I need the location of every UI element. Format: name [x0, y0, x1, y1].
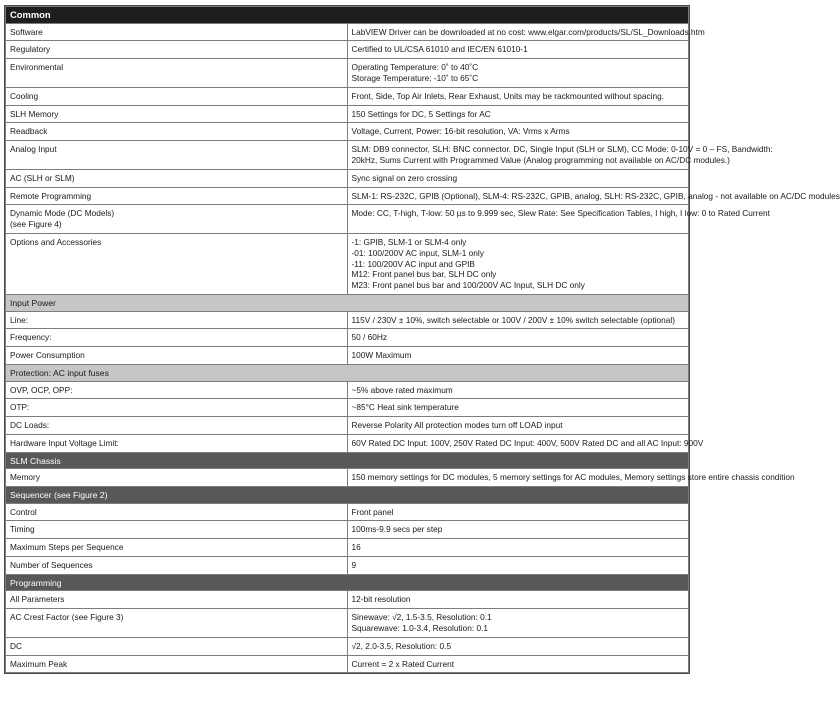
spec-value: [347, 381, 689, 399]
spec-value-line: 60V Rated DC Input: 100V, 250V Rated DC Input: 400V, 500V Rated DC and all AC Input: 900V: [351, 437, 704, 448]
spec-label-line: Analog Input: [10, 144, 57, 155]
section-title: SLM Chassis: [6, 452, 689, 469]
spec-row: [6, 187, 689, 205]
spec-label-line: DC: [10, 640, 22, 651]
spec-value: [347, 41, 689, 59]
spec-row: [6, 539, 689, 557]
spec-row: [6, 87, 689, 105]
spec-value: [347, 105, 689, 123]
spec-value: [347, 87, 689, 105]
spec-label-line: Maximum Steps per Sequence: [10, 542, 124, 553]
spec-row: [6, 434, 689, 452]
spec-value-line: ~5% above rated maximum: [351, 384, 453, 395]
spec-label: [6, 503, 348, 521]
spec-label: [6, 539, 348, 557]
spec-row: [6, 521, 689, 539]
spec-label-line: Dynamic Mode (DC Models): [10, 208, 115, 219]
spec-value: [347, 141, 773, 170]
section-title: Input Power: [6, 294, 689, 311]
spec-value: [347, 469, 795, 487]
spec-row: [6, 399, 689, 417]
spec-value: [347, 233, 689, 294]
spec-value-line: 115V / 230V ± 10%, switch selectable or 100V / 200V ± 10% switch selectable (optional): [351, 314, 675, 325]
spec-label-line: All Parameters: [10, 594, 65, 605]
spec-label-line: Power Consumption: [10, 350, 85, 361]
spec-value-line: √2, 2.0-3.5, Resolution: 0.5: [351, 640, 452, 651]
spec-row: [6, 41, 689, 59]
spec-value: [347, 609, 689, 638]
spec-row: [6, 381, 689, 399]
spec-row: [6, 417, 689, 435]
spec-label: [6, 469, 348, 487]
spec-value-line: Squarewave: 1.0-3.4, Resolution: 0.1: [351, 623, 489, 634]
section-title: Common: [6, 7, 689, 24]
spec-value: [347, 503, 689, 521]
spec-label-line: OVP, OCP, OPP:: [10, 384, 73, 395]
spec-row: [6, 655, 689, 673]
spec-row: [6, 557, 689, 575]
spec-label-line: DC Loads:: [10, 420, 50, 431]
spec-value: [347, 329, 689, 347]
spec-label-line: Hardware Input Voltage Limit:: [10, 437, 119, 448]
spec-label: [6, 521, 348, 539]
spec-label-line: Timing: [10, 524, 35, 535]
section-title: Sequencer (see Figure 2): [6, 487, 689, 504]
spec-label-line: Regulatory: [10, 44, 51, 55]
spec-value: [347, 637, 689, 655]
spec-value-line: 150 Settings for DC, 5 Settings for AC: [351, 108, 491, 119]
spec-value: [347, 205, 770, 234]
spec-value-line: -11: 100/200V AC input and GPIB: [351, 258, 475, 269]
section-header: [6, 487, 689, 504]
spec-value-line: Certified to UL/CSA 61010 and IEC/EN 61010-1: [351, 44, 528, 55]
section-header: [6, 7, 689, 24]
spec-label-line: Line:: [10, 314, 28, 325]
spec-value: [347, 311, 689, 329]
spec-label: [6, 591, 348, 609]
spec-label-line: Control: [10, 506, 37, 517]
section-header: [6, 574, 689, 591]
spec-label: [6, 187, 348, 205]
spec-value-line: 100W Maximum: [351, 350, 412, 361]
spec-row: [6, 469, 689, 487]
spec-label: [6, 655, 348, 673]
spec-label: [6, 399, 348, 417]
spec-row: [6, 205, 689, 234]
spec-value-line: 16: [351, 542, 361, 553]
section-header: [6, 452, 689, 469]
spec-row: [6, 311, 689, 329]
spec-value-line: Sinewave: √2, 1.5-3.5, Resolution: 0.1: [351, 612, 492, 623]
spec-row: [6, 503, 689, 521]
spec-label: [6, 169, 348, 187]
spec-value: [347, 434, 704, 452]
spec-label: [6, 123, 348, 141]
spec-label-line: AC (SLH or SLM): [10, 172, 75, 183]
spec-value: [347, 23, 705, 41]
spec-value-line: Current = 2 x Rated Current: [351, 658, 455, 669]
spec-value-line: Mode: CC, T-high, T-low: 50 µs to 9.999 sec, Slew Rate: See Specification Tables, I high, I low: 0 to Rated Current: [351, 208, 770, 219]
section-header: [6, 294, 689, 311]
spec-label: [6, 417, 348, 435]
spec-label-line: Number of Sequences: [10, 560, 93, 571]
spec-label-line: Software: [10, 26, 43, 37]
spec-value-line: Reverse Polarity All protection modes turn off LOAD input: [351, 420, 563, 431]
spec-value-line: -1: GPIB, SLM-1 or SLM-4 only: [351, 236, 467, 247]
specifications-sheet: [4, 5, 840, 674]
spec-value-line: Front panel: [351, 506, 394, 517]
spec-label: [6, 329, 348, 347]
spec-value-line: 150 memory settings for DC modules, 5 memory settings for AC modules, Memory settings store entire chassis condition: [351, 472, 795, 483]
spec-value-line: LabVIEW Driver can be downloaded at no cost: www.elgar.com/products/SL/SL_Downloads.htm: [351, 26, 705, 37]
spec-row: [6, 591, 689, 609]
spec-row: [6, 59, 689, 88]
section-header: [6, 364, 689, 381]
spec-label: [6, 637, 348, 655]
spec-value: [347, 187, 840, 205]
section-title: Programming: [6, 574, 689, 591]
spec-value-line: 100ms-9.9 secs per step: [351, 524, 443, 535]
spec-value-line: Sync signal on zero crossing: [351, 172, 458, 183]
spec-label: [6, 105, 348, 123]
spec-label: [6, 23, 348, 41]
section-title: Protection: AC input fuses: [6, 364, 689, 381]
spec-label: [6, 87, 348, 105]
spec-value: [347, 557, 689, 575]
spec-value: [347, 655, 689, 673]
spec-value-line: 9: [351, 560, 357, 571]
spec-label: [6, 347, 348, 365]
spec-label-line: (see Figure 4): [10, 219, 62, 230]
spec-row: [6, 105, 689, 123]
spec-label: [6, 233, 348, 294]
spec-label: [6, 311, 348, 329]
spec-value: [347, 169, 689, 187]
spec-value-line: ~85°C Heat sink temperature: [351, 402, 459, 413]
spec-label-line: Memory: [10, 472, 40, 483]
spec-row: [6, 141, 689, 170]
spec-label: [6, 557, 348, 575]
spec-label: [6, 141, 348, 170]
spec-value: [347, 417, 689, 435]
spec-label: [6, 381, 348, 399]
spec-row: [6, 169, 689, 187]
spec-row: [6, 123, 689, 141]
spec-value-line: 12-bit resolution: [351, 594, 411, 605]
spec-value: [347, 399, 689, 417]
spec-row: [6, 347, 689, 365]
spec-value-line: 50 / 60Hz: [351, 332, 388, 343]
spec-value-line: Voltage, Current, Power: 16-bit resolution, VA: Vrms x Arms: [351, 126, 570, 137]
spec-label-line: Options and Accessories: [10, 236, 102, 247]
spec-label-line: Remote Programming: [10, 190, 92, 201]
spec-value-line: 20kHz, Sums Current with Programmed Value (Analog programming not available on AC/DC modules.): [351, 154, 730, 165]
spec-value: [347, 591, 689, 609]
spec-row: [6, 637, 689, 655]
spec-value-line: M12: Front panel bus bar, SLH DC only: [351, 269, 497, 280]
spec-label-line: Frequency:: [10, 332, 52, 343]
spec-row: [6, 23, 689, 41]
spec-label-line: OTP:: [10, 402, 30, 413]
spec-label-line: AC Crest Factor (see Figure 3): [10, 612, 124, 623]
spec-label: [6, 205, 348, 234]
specifications-table: [5, 6, 840, 673]
spec-row: [6, 233, 689, 294]
spec-value: [347, 539, 689, 557]
spec-value-line: Storage Temperature: -10˚ to 65˚C: [351, 72, 479, 83]
spec-label-line: Maximum Peak: [10, 658, 68, 669]
spec-value: [347, 59, 689, 88]
spec-value: [347, 521, 689, 539]
spec-label-line: Cooling: [10, 90, 39, 101]
spec-label: [6, 41, 348, 59]
spec-value: [347, 347, 689, 365]
spec-label-line: Readback: [10, 126, 48, 137]
spec-label: [6, 434, 348, 452]
spec-value-line: SLM: DB9 connector, SLH: BNC connector. DC, Single Input (SLH or SLM), CC Mode: 0-10V = 0 – FS, Bandwidth:: [351, 144, 773, 155]
spec-label: [6, 59, 348, 88]
spec-value-line: Operating Temperature: 0˚ to 40˚C: [351, 62, 479, 73]
spec-label-line: SLH Memory: [10, 108, 59, 119]
spec-value-line: SLM-1: RS-232C, GPIB (Optional), SLM-4: RS-232C, GPIB, analog, SLH: RS-232C, GPIB, analog - not available on AC/DC modules: [351, 190, 840, 201]
spec-value-line: M23: Front panel bus bar and 100/200V AC Input, SLH DC only: [351, 280, 585, 291]
spec-value-line: Front, Side, Top Air Inlets, Rear Exhaust, Units may be rackmounted without spacing.: [351, 90, 665, 101]
spec-label-line: Environmental: [10, 62, 64, 73]
spec-label: [6, 609, 348, 638]
spec-row: [6, 329, 689, 347]
spec-value-line: -01: 100/200V AC input, SLM-1 only: [351, 247, 484, 258]
spec-value: [347, 123, 689, 141]
spec-row: [6, 609, 689, 638]
